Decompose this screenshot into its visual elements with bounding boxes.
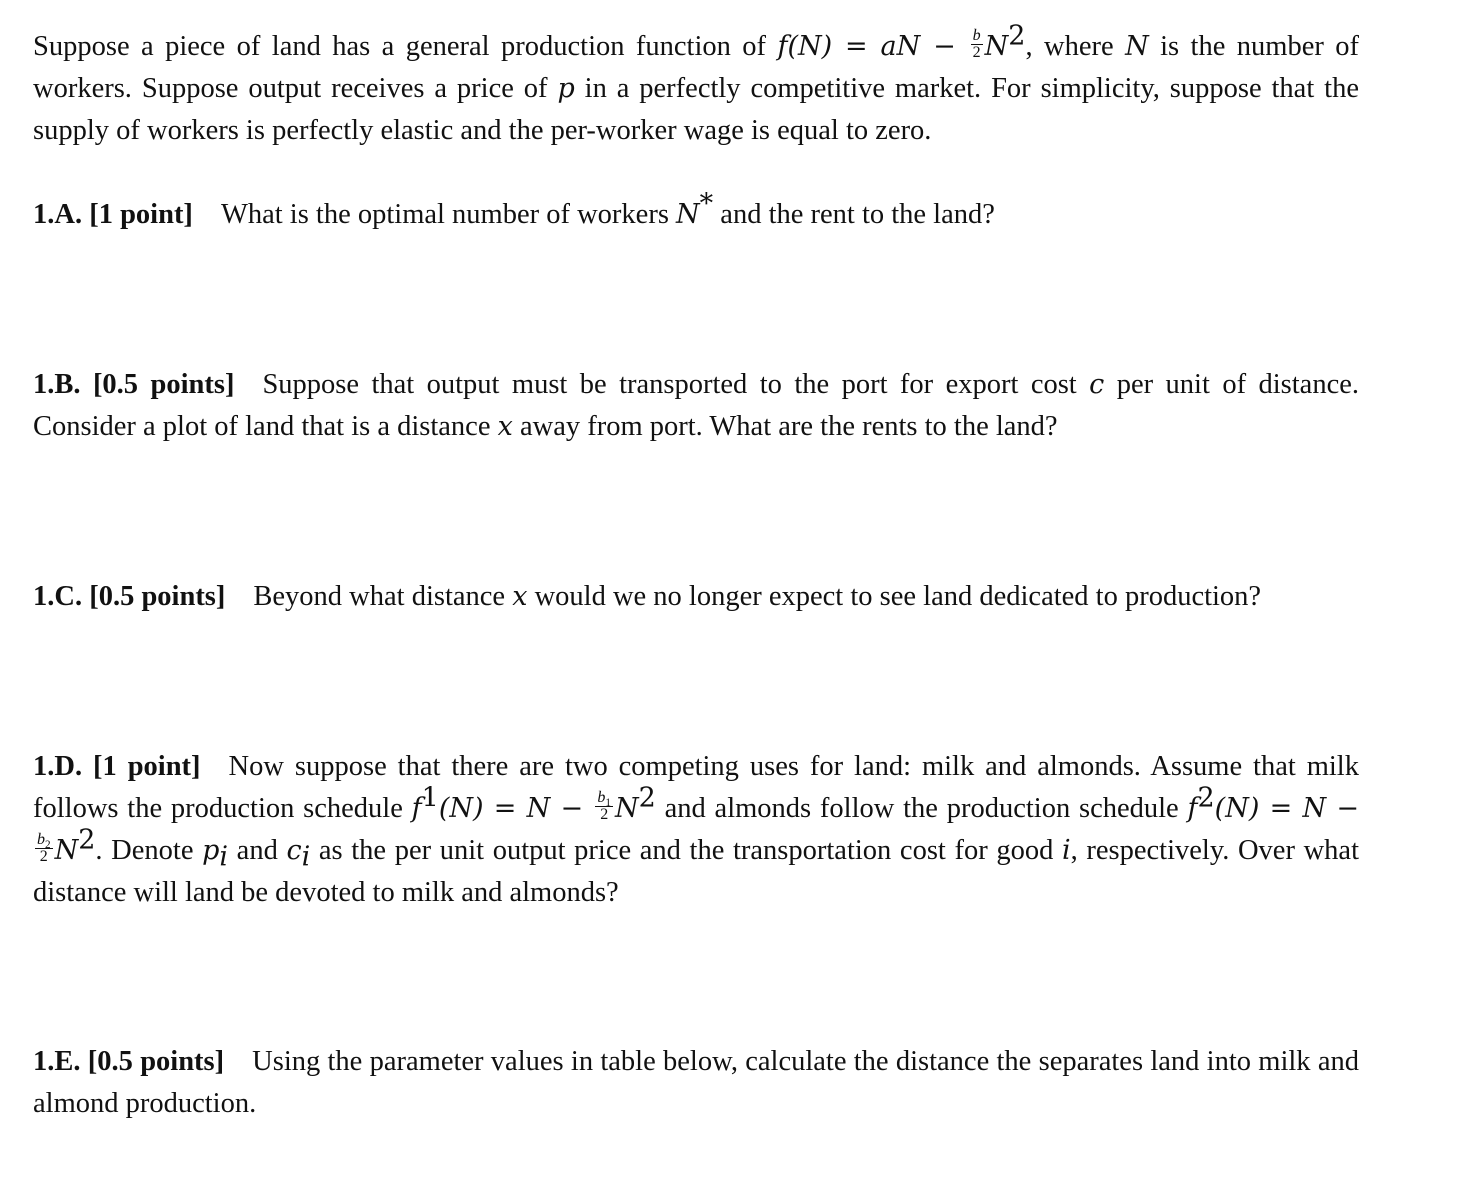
question-1d-text-4: and [228,835,287,866]
fraction-b-over-2 [971,28,983,61]
math-i: i [1061,835,1071,866]
math-exponent: 2 [1008,20,1026,52]
fraction-b1-over-2 [595,790,613,823]
intro-text-3: is the number of workers. Suppose output receives a price of [33,31,1360,104]
question-1b [33,364,1359,448]
math-n: N [1302,793,1327,824]
question-1b-text-3: away from port. What are the rents to the land? [512,411,1058,442]
math-f2-superscript: 2 [1197,782,1215,814]
question-1c-text-2: would we no longer expect to see land dedicated to production? [527,581,1262,612]
math-f1-superscript: 1 [421,782,439,814]
math-minus: − [920,31,969,62]
question-1b-label: 1.B. [0.5 points] [33,369,235,400]
math-x: x [497,411,513,442]
math-f1-argument: (N) [438,793,484,824]
question-1d-text-2: and almonds follow the production schedule [655,793,1188,824]
math-equals: = [1259,793,1303,824]
intro-paragraph [33,20,1360,152]
fraction-b2-over-2 [35,832,53,865]
question-1d-text-6: , respectively. Over what distance will land be devoted to milk and almonds? [33,835,1359,908]
fraction-numerator [595,788,613,810]
math-exponent: 2 [638,782,656,814]
question-1d-label: 1.D. [1 point] [33,751,201,782]
math-p: p [557,73,575,104]
question-1a [33,188,1359,236]
math-minus: − [1326,793,1359,824]
math-c: c [1089,369,1105,400]
math-equals: = [832,31,881,62]
math-b1-subscript: 1 [605,797,612,810]
question-1b-text-1: Suppose that output must be transported to the port for export cost [262,369,1090,400]
math-b2-subscript: 2 [45,839,51,852]
math-f1: f [411,793,422,824]
math-f2-argument: (N) [1214,793,1260,824]
question-1e [33,1041,1359,1125]
math-p-subscript: i [219,841,229,873]
question-1c-text-1: Beyond what distance [253,581,513,612]
math-c: c [286,835,302,866]
question-1d [33,746,1359,914]
math-x: x [512,581,528,612]
math-p: p [202,835,220,866]
math-b: b [597,788,606,806]
math-f2: f [1187,793,1198,824]
question-1e-label: 1.E. [0.5 points] [33,1046,225,1077]
question-1c-label: 1.C. [0.5 points] [33,581,226,612]
math-n: N [54,835,79,866]
intro-text-1: Suppose a piece of land has a general production function of [33,31,778,62]
fraction-numerator [35,830,53,852]
intro-text-4: in a perfectly competitive market. For simplicity, suppose that the supply of workers is perfectly elastic and the per-worker wage is equal to zero. [33,73,1359,146]
math-equals: = [483,793,527,824]
intro-text-2: , where [1025,31,1126,62]
math-b: b [37,830,45,848]
question-1d-text-1: Now suppose that there are two competing uses for land: milk and almonds. Assume that milk follows the production schedule [33,751,1359,824]
math-n: N [984,31,1009,62]
fraction-denominator: 2 [39,847,48,865]
math-n-star: N [676,199,700,230]
math-star: * [699,188,714,220]
question-1d-text-5: as the per unit output price and the transportation cost for good [310,835,1062,866]
fraction-denominator: 2 [972,43,981,61]
math-exponent: 2 [78,824,96,856]
question-1c [33,576,1359,618]
fraction-denominator: 2 [600,805,609,823]
math-f-of-n: f(N) [777,31,833,62]
question-1a-text-1: What is the optimal number of workers [220,199,677,230]
math-c-subscript: i [301,841,311,873]
fraction-numerator: b [972,26,981,44]
question-1a-text-2: and the rent to the land? [713,199,995,230]
question-1d-text-3: . Denote [95,835,203,866]
math-n-var: N [1125,31,1149,62]
math-n: N [615,793,639,824]
math-minus: − [550,793,594,824]
math-n: N [526,793,551,824]
question-1a-label: 1.A. [1 point] [33,199,193,230]
question-1b-text-2: per unit of distance. Consider a plot of land that is a distance [33,369,1359,442]
question-1e-text-1: Using the parameter values in table below, calculate the distance the separates land into milk and almond production. [33,1046,1359,1119]
math-an: aN [880,31,921,62]
problem-page [33,20,1360,1125]
